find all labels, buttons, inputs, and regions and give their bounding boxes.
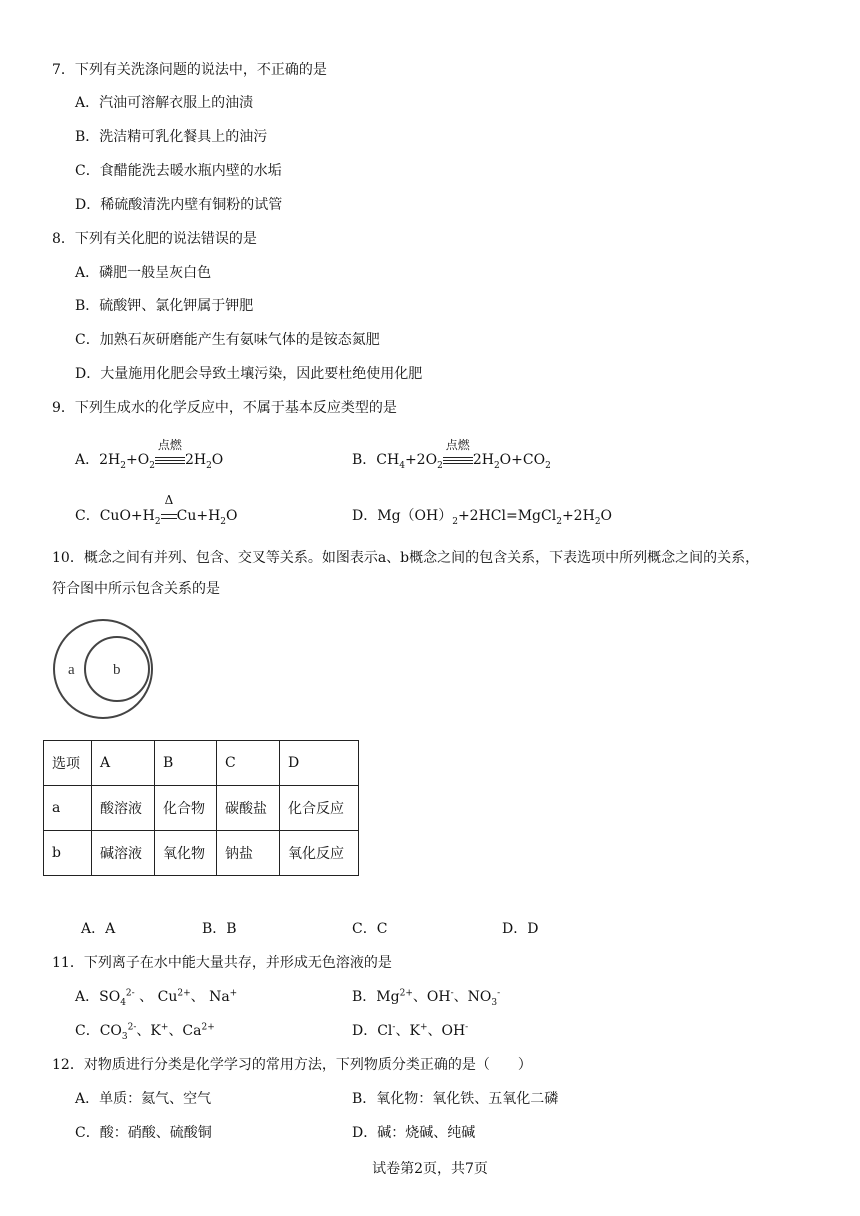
question-11-stem: 11．下列离子在水中能大量共存，并形成无色溶液的是	[52, 955, 392, 971]
reaction-arrow	[161, 493, 177, 526]
question-11-option-a[interactable]: A．$SO_4^{2-}$ 、 $Cu^{2+}$、 Na+	[75, 988, 238, 1008]
table-cell: 碱溶液	[92, 831, 155, 876]
question-7-stem: 7．下列有关洗涤问题的说法中，不正确的是	[52, 62, 327, 78]
question-9-option-a[interactable]: A．$2H_2+O_2$ 点燃 $2H_2O$	[75, 450, 223, 470]
question-10-table	[43, 740, 359, 876]
table-cell: 选项	[44, 741, 92, 786]
table-cell: 钠盐	[217, 831, 280, 876]
ignite-condition: 点燃	[157, 438, 182, 452]
question-9-stem: 9．下列生成水的化学反应中，不属于基本反应类型的是	[52, 400, 397, 416]
option-letter: C．	[75, 508, 100, 524]
ignite-condition: 点燃	[445, 438, 470, 452]
question-8-option-a[interactable]: A．磷肥一般呈灰白色	[75, 265, 212, 281]
question-8-option-c[interactable]: C．加熟石灰研磨能产生有氨味气体的是铵态氮肥	[75, 332, 380, 348]
question-7-option-d[interactable]: D．稀硫酸清洗内壁有铜粉的试管	[75, 197, 283, 213]
table-cell: 氧化反应	[280, 831, 359, 876]
table-cell: 化合反应	[280, 786, 359, 831]
option-letter: A．	[75, 452, 100, 468]
page-footer: 试卷第2页，共7页	[372, 1161, 488, 1177]
question-7-option-a[interactable]: A．汽油可溶解衣服上的油渍	[75, 95, 254, 111]
question-10-option-b[interactable]: B．B	[202, 921, 237, 937]
option-letter: D．	[352, 508, 378, 524]
question-10-option-d[interactable]: D．D	[502, 921, 539, 937]
table-cell: C	[217, 741, 280, 786]
question-10-option-a[interactable]: A．A	[81, 921, 116, 937]
question-10-stem: 10．概念之间有并列、包含、交叉等关系。如图表示a、b概念之间的包含关系，下表选项中所列概念之间的关系，	[52, 550, 760, 566]
table-cell: 碳酸盐	[217, 786, 280, 831]
table-cell: B	[155, 741, 217, 786]
heat-condition: Δ	[164, 493, 174, 507]
question-11-option-b[interactable]: B．$Mg^{2+}$、OH-、$NO_3^-$	[352, 988, 501, 1008]
table-row	[44, 741, 359, 786]
question-11-option-d[interactable]: D．Cl-、K+、OH-	[352, 1022, 469, 1039]
table-cell: A	[92, 741, 155, 786]
question-12-option-b[interactable]: B．氧化物：氧化铁、五氧化二磷	[352, 1091, 559, 1107]
question-12-option-c[interactable]: C．酸：硝酸、硫酸铜	[75, 1125, 212, 1141]
question-8-option-d[interactable]: D．大量施用化肥会导致土壤污染，因此要杜绝使用化肥	[75, 366, 423, 382]
table-cell: 化合物	[155, 786, 217, 831]
reaction-arrow	[155, 438, 185, 470]
question-7-option-c[interactable]: C．食醋能洗去暖水瓶内壁的水垢	[75, 163, 282, 179]
question-9-option-d[interactable]: D．$Mg(OH)_2+2HCl=MgCl_2+2H_2O$	[352, 508, 613, 527]
question-8-stem: 8．下列有关化肥的说法错误的是	[52, 231, 257, 247]
question-10-stem-continued: 符合图中所示包含关系的是	[52, 581, 220, 597]
reaction-arrow	[443, 438, 473, 470]
table-row	[44, 786, 359, 831]
question-8-option-b[interactable]: B．硫酸钾、氯化钾属于钾肥	[75, 298, 254, 314]
table-cell: D	[280, 741, 359, 786]
table-cell: 氧化物	[155, 831, 217, 876]
table-cell: 酸溶液	[92, 786, 155, 831]
question-12-stem: 12．对物质进行分类是化学学习的常用方法，下列物质分类正确的是（ ）	[52, 1057, 532, 1073]
venn-label-b: b	[113, 662, 121, 678]
question-12-option-a[interactable]: A．单质：氦气、空气	[75, 1091, 212, 1107]
question-9-option-b[interactable]: B．$CH_4+2O_2$ 点燃 $2H_2O+CO_2$	[352, 450, 551, 470]
venn-label-a: a	[68, 662, 75, 678]
question-10-option-c[interactable]: C．C	[352, 921, 388, 937]
option-letter: B．	[352, 452, 377, 468]
table-cell: b	[44, 831, 92, 876]
question-7-option-b[interactable]: B．洗洁精可乳化餐具上的油污	[75, 129, 268, 145]
question-12-option-d[interactable]: D．碱：烧碱、纯碱	[352, 1125, 476, 1141]
table-row	[44, 831, 359, 876]
question-11-option-c[interactable]: C．$CO_3^{2-}$、K+、$Ca^{2+}$	[75, 1022, 215, 1042]
venn-diagram	[50, 616, 160, 722]
table-cell: a	[44, 786, 92, 831]
question-9-option-c[interactable]: C．$CuO+H_2$ Δ $Cu+H_2O$	[75, 506, 238, 526]
